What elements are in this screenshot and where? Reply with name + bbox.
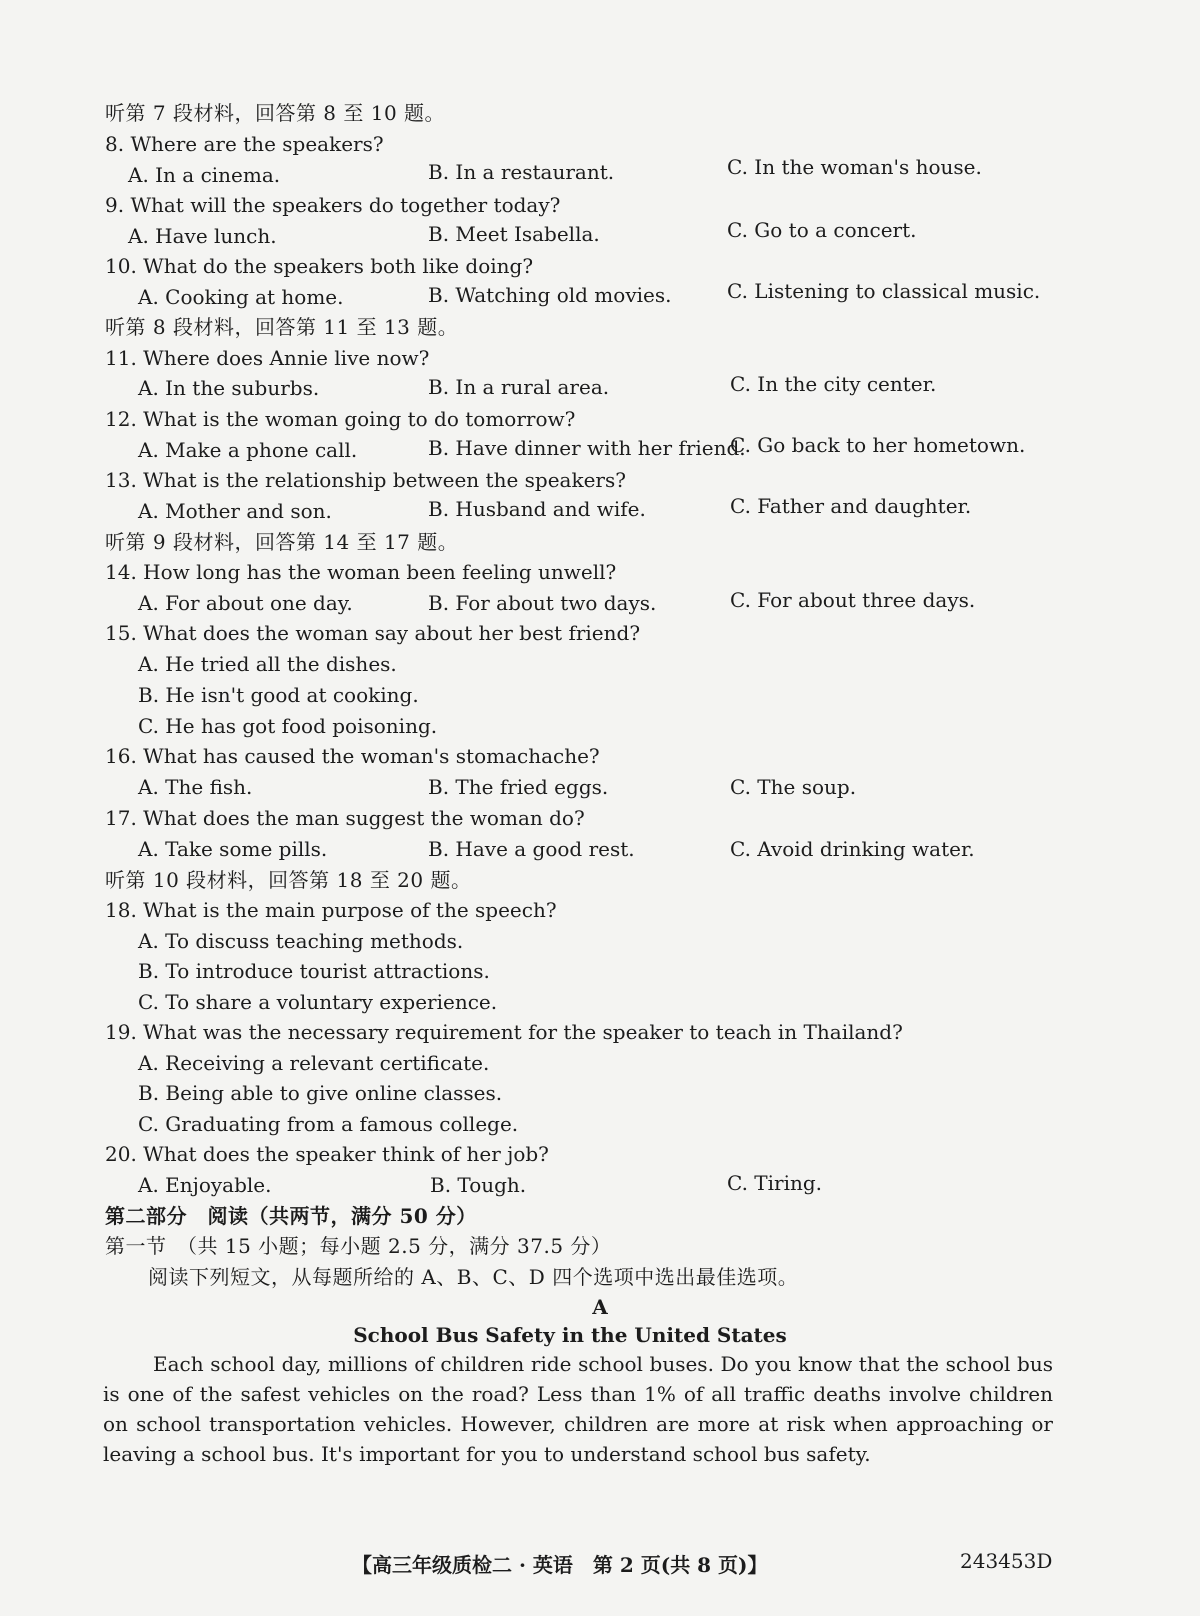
option-b: B. Tough. [430,1173,527,1197]
section-heading: 听第 10 段材料，回答第 18 至 20 题。 [105,868,472,892]
option-a: A. Make a phone call. [138,438,358,462]
footer-title: 【高三年级质检二 · 英语 第 2 页(共 8 页)】 [352,1553,768,1577]
section-heading: 听第 8 段材料，回答第 11 至 13 题。 [105,315,459,339]
question-stem: 11. Where does Annie live now? [105,346,430,370]
option-b: B. Watching old movies. [428,283,672,307]
option-c: C. For about three days. [730,588,976,612]
option-a: A. In a cinema. [128,163,281,187]
question-stem: 17. What does the man suggest the woman do? [105,806,585,830]
part-heading: 第二部分 阅读（共两节，满分 50 分） [105,1204,477,1228]
passage-title: School Bus Safety in the United States [353,1323,787,1347]
option-a: A. Enjoyable. [138,1173,272,1197]
option-b: B. Have a good rest. [428,837,635,861]
option-a: A. The fish. [138,775,253,799]
option-b: B. He isn't good at cooking. [138,683,419,707]
option-b: B. In a rural area. [428,375,610,399]
question-stem: 14. How long has the woman been feeling unwell? [105,560,617,584]
question-stem: 8. Where are the speakers? [105,132,384,156]
passage-letter: A [592,1295,608,1319]
option-b: B. The fried eggs. [428,775,609,799]
option-b: B. Being able to give online classes. [138,1081,503,1105]
option-c: C. Avoid drinking water. [730,837,975,861]
option-b: B. For about two days. [428,591,657,615]
option-c: C. In the woman's house. [727,155,982,179]
option-a: A. Take some pills. [138,837,328,861]
option-a: A. In the suburbs. [138,376,320,400]
question-stem: 18. What is the main purpose of the speech? [105,898,557,922]
question-stem: 15. What does the woman say about her best friend? [105,621,641,645]
option-a: A. Receiving a relevant certificate. [138,1051,490,1075]
question-stem: 19. What was the necessary requirement for the speaker to teach in Thailand? [105,1020,903,1044]
option-c: C. Go to a concert. [727,218,917,242]
question-stem: 20. What does the speaker think of her job? [105,1142,549,1166]
footer-code: 243453D [960,1549,1053,1573]
option-c: C. In the city center. [730,372,937,396]
question-stem: 12. What is the woman going to do tomorrow? [105,407,576,431]
option-c: C. To share a voluntary experience. [138,990,498,1014]
option-c: C. Go back to her hometown. [730,433,1026,457]
question-stem: 10. What do the speakers both like doing? [105,254,534,278]
option-c: C. He has got food poisoning. [138,714,438,738]
section-heading: 听第 9 段材料，回答第 14 至 17 题。 [105,530,459,554]
option-b: B. Husband and wife. [428,497,646,521]
option-a: A. Have lunch. [128,224,277,248]
option-a: A. Mother and son. [138,499,332,523]
option-a: A. He tried all the dishes. [138,652,397,676]
option-b: B. Meet Isabella. [428,222,600,246]
option-a: A. For about one day. [138,591,353,615]
question-stem: 16. What has caused the woman's stomachache? [105,744,600,768]
question-stem: 13. What is the relationship between the speakers? [105,468,626,492]
option-a: A. Cooking at home. [138,285,344,309]
option-c: C. Tiring. [727,1171,823,1195]
option-b: B. To introduce tourist attractions. [138,959,490,983]
section-heading: 听第 7 段材料，回答第 8 至 10 题。 [105,101,446,125]
question-stem: 9. What will the speakers do together today? [105,193,561,217]
option-c: C. Father and daughter. [730,494,972,518]
passage-body: Each school day, millions of children ride school buses. Do you know that the school bus is one of the safest vehicles on the road? Less than 1% of all traffic deaths involve children on school transportation vehicles. However, children are more at risk when approaching or leaving a school bus. It's important for you to understand school bus safety. [103,1352,1053,1466]
subsection-heading: 第一节 （共 15 小题；每小题 2.5 分，满分 37.5 分） [105,1234,612,1258]
instruction-text: 阅读下列短文，从每题所给的 A、B、C、D 四个选项中选出最佳选项。 [148,1265,799,1289]
option-b: B. In a restaurant. [428,160,615,184]
option-b: B. Have dinner with her friend. [428,436,746,460]
option-c: C. Listening to classical music. [727,279,1041,303]
option-c: C. Graduating from a famous college. [138,1112,519,1136]
option-a: A. To discuss teaching methods. [138,929,464,953]
option-c: C. The soup. [730,775,857,799]
